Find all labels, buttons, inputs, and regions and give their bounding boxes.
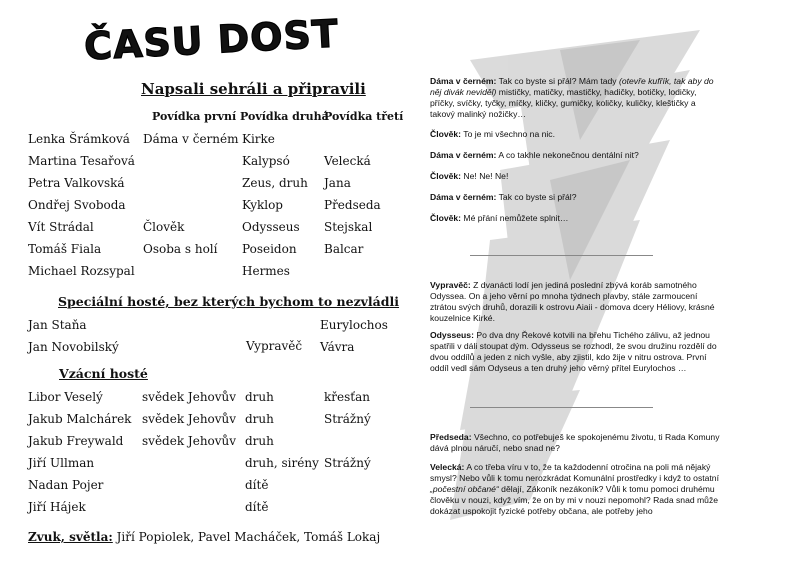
special-guest-role-2: Vypravěč — [246, 339, 303, 353]
rare-guest-name: Jakub Malchárek — [28, 412, 132, 426]
author-name: Martina Tesařová — [28, 154, 135, 168]
dialogue-paragraph — [430, 129, 720, 140]
dialogue-paragraph — [430, 192, 720, 203]
col-header-1: Povídka první — [152, 110, 237, 123]
author-role-2: Poseidon — [242, 242, 297, 256]
speaker: Předseda: — [430, 432, 472, 442]
dialogue-text: Po dva dny Řekové kotvili na břehu Tichého zálivu, až jednou spatřili v dáli stoupat dým. Odysseus se rozhodl, že svou družinu rozdělí do dvou oddílů a jeden z nich vyšle, aby zjistil, kdo žije v nitru ostrova. První oddíl vedl sám Odyseus a ten druhý jeho věrný přítel Eurylochos … — [430, 330, 717, 373]
author-role-1: Dáma v černém — [143, 132, 239, 146]
divider — [470, 255, 653, 256]
speaker: Dáma v černém: — [430, 192, 497, 202]
rare-guest-role-2: druh — [245, 434, 274, 448]
dialogue-paragraph — [430, 171, 720, 182]
author-role-2: Zeus, druh — [242, 176, 308, 190]
rare-guest-name: Jiří Ullman — [28, 456, 95, 470]
special-heading: Speciální hosté, bez kterých bychom to nezvládli — [58, 294, 400, 309]
dialogue-text: dělají, Zákoník nezákoník? Vůli k tomu pomoci druhému člověku v nouzi, když vím, že on by mi v nouzi nepomohl? Rada snad může dokázat uspokojit fyzické potřeby občana, ale potřeby jeho — [430, 484, 719, 516]
rare-guest-name: Jakub Freywald — [28, 434, 124, 448]
author-name: Vít Strádal — [28, 220, 94, 234]
author-role-3: Stejskal — [324, 220, 373, 234]
rare-guest-role-3: křesťan — [324, 390, 370, 404]
main-heading: Napsali sehráli a připravili — [141, 80, 366, 98]
rare-guest-role-1: svědek Jehovův — [142, 390, 237, 404]
rare-guest-name: Libor Veselý — [28, 390, 103, 404]
author-role-3: Velecká — [324, 154, 371, 168]
rare-guest-name: Nadan Pojer — [28, 478, 104, 492]
rare-guest-role-3: Strážný — [324, 412, 371, 426]
speaker: Dáma v černém: — [430, 76, 497, 86]
dialogue-text: mističky, matičky, mastičky, hadičky, botičky, lodičky, příčky, svíčky, tyčky, míčky, kličky, gumičky, količky, kuličky, kleštičky a takový malinký nožičky… — [430, 87, 697, 119]
special-guest-name: Jan Novobilský — [28, 340, 119, 354]
speaker: Velecká: — [430, 462, 465, 472]
author-role-3: Předseda — [324, 198, 381, 212]
author-name: Tomáš Fiala — [28, 242, 102, 256]
logo: ČASU DOST — [83, 11, 340, 69]
author-role-2: Odysseus — [242, 220, 300, 234]
rare-guest-role-2: druh, sirény — [245, 456, 319, 470]
credits-text: Jiří Popiolek, Pavel Macháček, Tomáš Lokaj — [112, 530, 381, 544]
rare-guest-role-2: dítě — [245, 478, 269, 492]
author-name: Ondřej Svoboda — [28, 198, 126, 212]
dialogue-text: Z dvanácti lodí jen jediná poslední zbývá koráb samotného Odyssea. On a jeho věrní po mnoha týdnech plavby, stále zarmoucení ztrátou svých druhů, dorazili k ostrovu Aiaii - domova dcery Héliovy, krásné kouzelnice Kirké. — [430, 280, 715, 323]
col-header-3: Povídka třetí — [324, 110, 404, 123]
dialogue-paragraph — [430, 432, 720, 454]
speaker: Vypravěč: — [430, 280, 471, 290]
author-name: Lenka Šrámková — [28, 132, 130, 146]
dialogue-paragraph — [430, 330, 720, 374]
dialogue-paragraph — [430, 462, 720, 517]
dialogue-text: Tak co byste si přál? Mám tady — [496, 76, 619, 86]
speaker: Člověk: — [430, 129, 462, 139]
dialogue-paragraph — [430, 280, 720, 324]
dialogue-paragraph — [430, 213, 720, 224]
dialogue-text: A co třeba víru v to, že ta každodenní otročina na poli má nějaký smysl? Nebo vůli k tomu nerozkrádat Komunální prostředky i když to ostatní — [430, 462, 719, 483]
speaker: Odysseus: — [430, 330, 474, 340]
rare-guest-role-2: druh — [245, 412, 274, 426]
rare-guest-role-1: svědek Jehovův — [142, 412, 237, 426]
credits — [28, 530, 380, 544]
dialogue-paragraph — [430, 150, 720, 161]
author-role-1: Osoba s holí — [143, 242, 218, 256]
speaker: Člověk: — [430, 171, 462, 181]
speaker: Dáma v černém: — [430, 150, 497, 160]
author-name: Michael Rozsypal — [28, 264, 135, 278]
rare-heading: Vzácní hosté — [59, 366, 148, 381]
dialogue-text: Mé přání nemůžete splnit… — [461, 213, 569, 223]
speaker: Člověk: — [430, 213, 462, 223]
credits-label: Zvuk, světla: — [28, 530, 113, 544]
dialogue-text: Všechno, co potřebuješ ke spokojenému životu, ti Rada Komuny dává plnou náručí, nebo snad ne? — [430, 432, 720, 453]
author-name: Petra Valkovská — [28, 176, 125, 190]
special-guest-name: Jan Staňa — [28, 318, 87, 332]
dialogue-text: To je mi všechno na nic. — [461, 129, 555, 139]
author-role-2: Kyklop — [242, 198, 283, 212]
rare-guest-role-1: svědek Jehovův — [142, 434, 237, 448]
divider — [470, 407, 653, 408]
author-role-1: Člověk — [143, 220, 185, 234]
author-role-3: Jana — [324, 176, 351, 190]
quoted-phrase: „počestní občané“ — [430, 484, 499, 494]
rare-guest-role-2: dítě — [245, 500, 269, 514]
dialogue-text: Tak co byste si přál? — [496, 192, 577, 202]
rare-guest-role-2: druh — [245, 390, 274, 404]
rare-guest-role-3: Strážný — [324, 456, 371, 470]
col-header-2: Povídka druhá — [240, 110, 329, 123]
author-role-2: Kalypsó — [242, 154, 290, 168]
dialogue-text: Ne! Ne! Ne! — [461, 171, 509, 181]
dialogue-text: A co takhle nekonečnou dentální nit? — [496, 150, 639, 160]
author-role-3: Balcar — [324, 242, 364, 256]
special-guest-role-3: Eurylochos — [320, 318, 388, 332]
author-role-2: Hermes — [242, 264, 290, 278]
special-guest-role-3: Vávra — [320, 340, 355, 354]
dialogue-paragraph — [430, 76, 720, 120]
rare-guest-name: Jiří Hájek — [28, 500, 86, 514]
author-role-2: Kirke — [242, 132, 275, 146]
stage-direction: (otevře kufřík, tak aby do něj divák neviděl) — [430, 76, 714, 97]
